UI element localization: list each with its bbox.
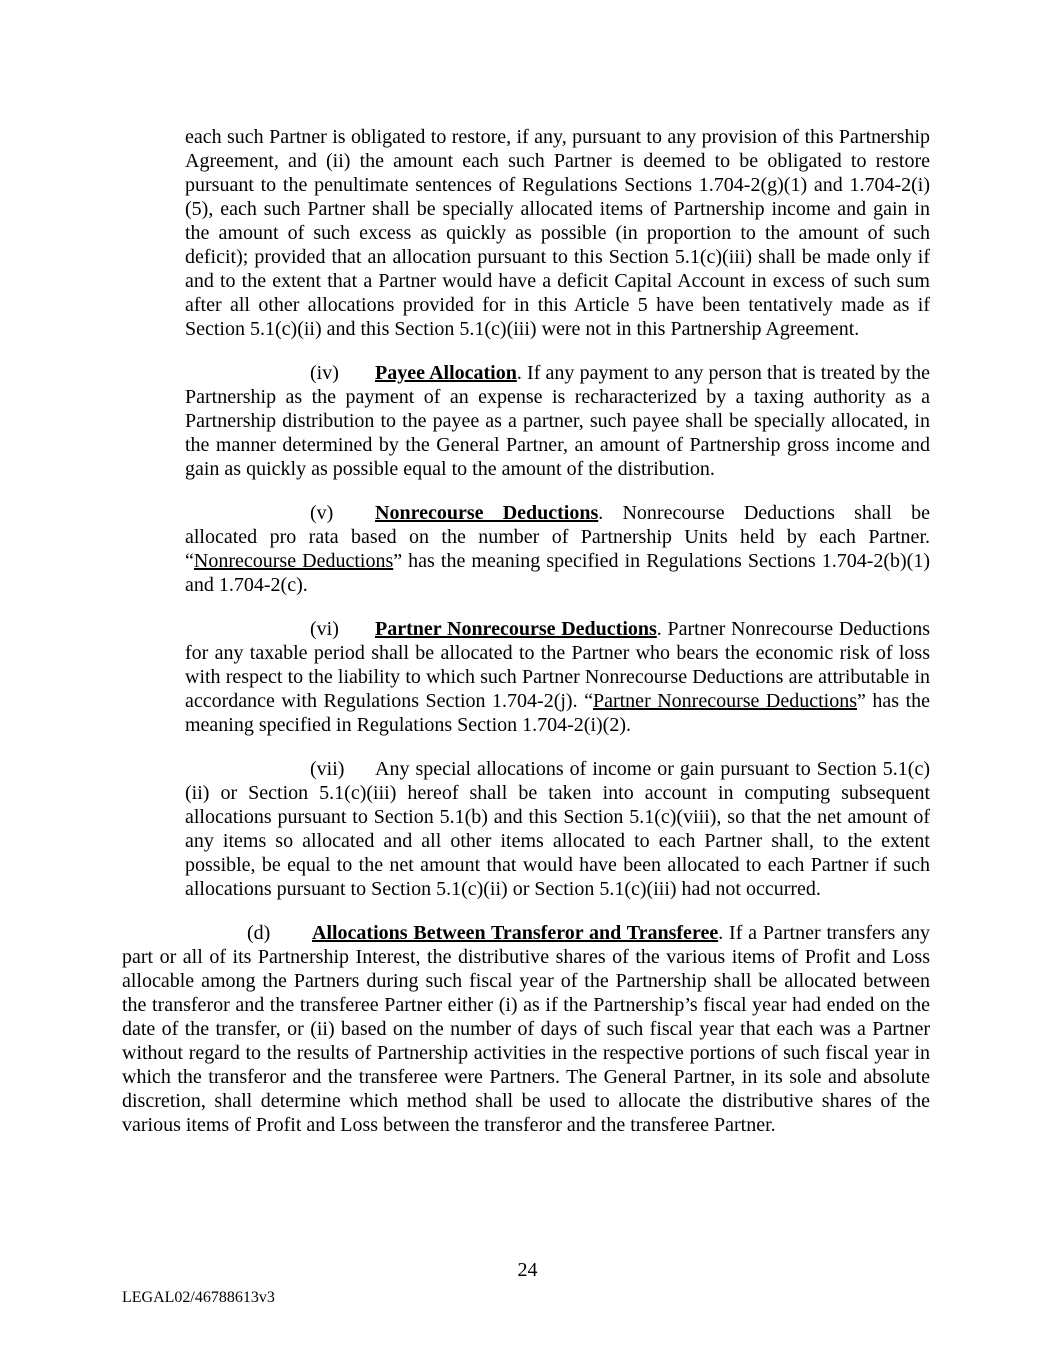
para-iv-payee-allocation [185,361,930,481]
para-vi-partner-nonrecourse-deductions [185,617,930,737]
heading-nonrecourse-deductions: Nonrecourse Deductions [375,502,599,524]
text-run: . Nonrecourse Deductions shall be allocated pro rata based on the number of Partnership Units held by each Partner. “ [185,502,930,572]
text-run: ” has the meaning specified in Regulations Section 1.704-2(i)(2). [185,690,930,736]
paragraph-number: (vi) [310,618,339,640]
text-run: . If any payment to any person that is treated by the Partnership as the payment of an expense is recharacterized by a taxing authority as a Partnership distribution to the payee as a partner, such payee shall be specially allocated, in the manner determined by the General Partner, an amount of Partnership gross income and gain as quickly as possible equal to the amount of the distribution. [185,362,930,480]
heading-allocations-between-transferor-and-transferee: Allocations Between Transferor and Transferee [312,922,719,944]
document-body [122,125,930,1137]
paragraph-number: (vii) [310,758,345,780]
paragraph-number: (iv) [310,362,339,384]
paragraph-number: (v) [310,502,334,524]
para-deficit-restoration-continuation [185,125,930,341]
heading-payee-allocation: Payee Allocation [375,362,517,384]
text-run: each such Partner is obligated to restore, if any, pursuant to any provision of this Partnership Agreement, and (ii) the amount each such Partner is deemed to be obligated to restore pursuant to the penultimate sentences of Regulations Sections 1.704-2(g)(1) and 1.704-2(i)(5), each such Partner shall be specially allocated items of Partnership income and gain in the amount of such excess as quickly as possible (in proportion to the amount of such deficit); provided that an allocation pursuant to this Section 5.1(c)(iii) shall be made only if and to the extent that a Partner would have a deficit Capital Account in excess of such sum after all other allocations provided for in this Article 5 have been tentatively made as if Section 5.1(c)(ii) and this Section 5.1(c)(iii) were not in this Partnership Agreement. [185,126,930,340]
para-vii-special-allocations [185,757,930,901]
document-id-stamp: LEGAL02/46788613v3 [122,1289,275,1306]
page-number: 24 [517,1259,538,1281]
defined-term-partner-nonrecourse-deductions: Partner Nonrecourse Deductions [592,690,858,712]
text-run: ” has the meaning specified in Regulations Sections 1.704-2(b)(1) and 1.704-2(c). [185,550,930,596]
heading-partner-nonrecourse-deductions: Partner Nonrecourse Deductions [375,618,657,640]
text-run: Any special allocations of income or gain pursuant to Section 5.1(c)(ii) or Section 5.1(c)(iii) hereof shall be taken into account in computing subsequent allocations pursuant to Section 5.1(b) and this Section 5.1(c)(viii), so that the net amount of any items so allocated and all other items allocated to each Partner shall, to the extent possible, be equal to the net amount that would have been allocated to each Partner if such allocations pursuant to Section 5.1(c)(ii) or Section 5.1(c)(iii) had not occurred. [185,758,930,900]
para-v-nonrecourse-deductions [185,501,930,597]
text-run: . Partner Nonrecourse Deductions for any taxable period shall be allocated to the Partner who bears the economic risk of loss with respect to the liability to which such Partner Nonrecourse Deductions are attributable in accordance with Regulations Section 1.704-2(j). “ [185,618,930,712]
para-d-allocations-between-transferor-and-transferee [122,921,930,1137]
paragraph-number: (d) [247,922,271,944]
defined-term-nonrecourse-deductions: Nonrecourse Deductions [193,550,394,572]
text-run: . If a Partner transfers any part or all of its Partnership Interest, the distributive shares of the various items of Profit and Loss allocable among the Partners during such fiscal year of the Partnership shall be allocated between the transferor and the transferee Partner either (i) as if the Partnership’s fiscal year had ended on the date of the transfer, or (ii) based on the number of days of such fiscal year that each was a Partner without regard to the results of Partnership activities in the respective portions of such fiscal year in which the transferor and the transferee were Partners. The General Partner, in its sole and absolute discretion, shall determine which method shall be used to allocate the distributive shares of the various items of Profit and Loss between the transferor and the transferee Partner. [122,922,931,1136]
